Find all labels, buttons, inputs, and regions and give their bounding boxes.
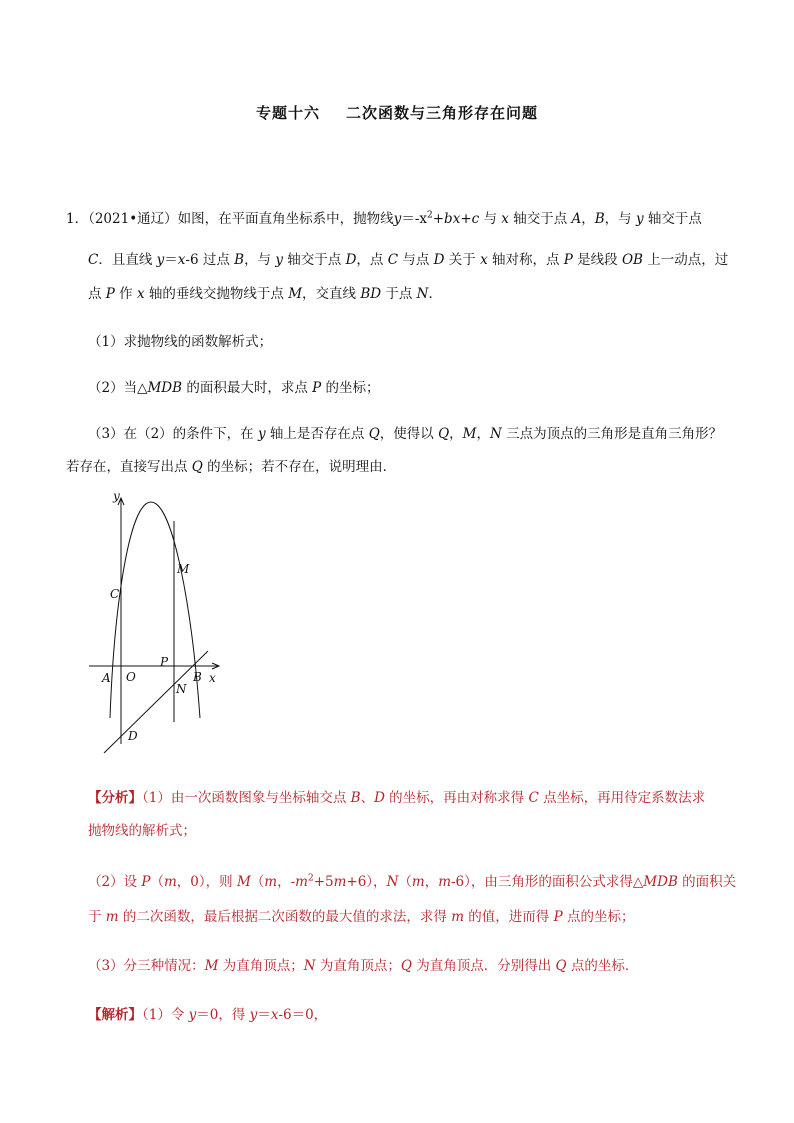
label-a: A [102, 671, 111, 685]
label-y: y [113, 489, 120, 503]
analysis-tag: 【分析】 [88, 790, 142, 806]
title-left: 专题十六 [255, 104, 320, 122]
analysis-line-1: 【分析】（1）由一次函数图象与坐标轴交点 B、D 的坐标，再由对称求得 C 点坐标，再用待定系数法求 [88, 790, 706, 806]
solution-line-1: 【解析】（1）令 y＝0，得 y＝x-6＝0， [88, 1007, 328, 1023]
label-m: M [177, 562, 190, 576]
question-2: （2）当△MDB 的面积最大时，求点 P 的坐标； [88, 380, 380, 396]
label-o: O [126, 670, 136, 684]
problem-line-1: 1．（2021•通辽）如图，在平面直角坐标系中，抛物线$y=-x^2+bx+c$ 与 x 轴交于点 A，B，与 y 轴交于点 [66, 210, 702, 227]
label-b: B [193, 670, 202, 684]
analysis-line-2b: 于 m 的二次函数，最后根据二次函数的最大值的求法，求得 m 的值，进而得 P 点的坐标； [88, 909, 635, 925]
analysis-line-1b: 抛物线的解析式； [88, 823, 196, 839]
question-3a: （3）在（2）的条件下，在 y 轴上是否存在点 Q，使得以 Q，M，N 三点为顶点的三角形是直角三角形？ [88, 426, 723, 442]
page-title [0, 102, 794, 123]
parabola-curve [110, 502, 200, 718]
label-p: P [160, 655, 169, 669]
label-x: x [209, 671, 216, 685]
parabola-figure [84, 488, 234, 764]
label-d: D [128, 729, 138, 743]
title-right: 二次函数与三角形存在问题 [346, 104, 539, 122]
analysis-line-2: （2）设 P（m，0），则 M（m，$-m^2+5m+6$），N（m，m-6），由三角形的面积公式求得△MDB 的面积关 [88, 873, 737, 890]
solution-tag: 【解析】 [88, 1007, 142, 1023]
question-1: （1）求抛物线的函数解析式； [88, 334, 273, 350]
label-c: C [110, 587, 120, 601]
problem-line-2: C．且直线 y＝x-6 过点 B，与 y 轴交于点 D，点 C 与点 D 关于 x 轴对称，点 P 是线段 OB 上一动点，过 [88, 252, 729, 268]
label-n: N [176, 682, 187, 696]
analysis-line-3: （3）分三种情况：M 为直角顶点；N 为直角顶点；Q 为直角顶点．分别得出 Q 点的坐标． [88, 958, 639, 974]
question-3b: 若存在，直接写出点 Q 的坐标；若不存在，说明理由． [66, 459, 397, 475]
problem-line-3: 点 P 作 x 轴的垂线交抛物线于点 M，交直线 BD 于点 N． [88, 286, 442, 302]
